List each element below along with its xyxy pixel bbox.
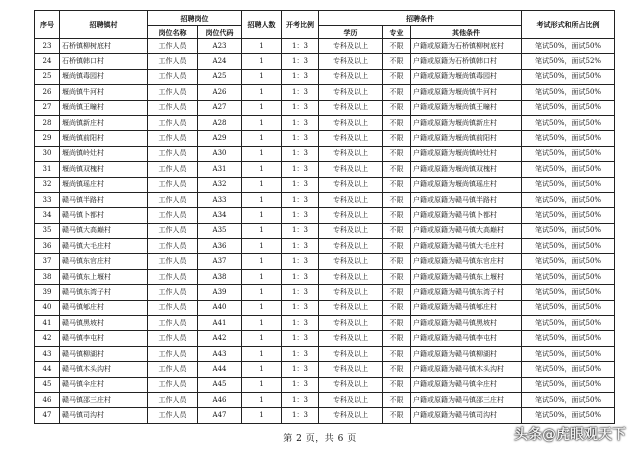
cell-exam: 笔试50%，面试50% xyxy=(522,346,615,361)
table-row xyxy=(35,392,615,407)
cell-exam: 笔试50%，面试50% xyxy=(522,146,615,161)
cell-count: 1 xyxy=(242,69,282,84)
cell-post-code: A40 xyxy=(198,300,242,315)
cell-post-code: A46 xyxy=(198,392,242,407)
cell-major: 不限 xyxy=(383,392,411,407)
cell-count: 1 xyxy=(242,316,282,331)
cell-ratio: 1：3 xyxy=(282,239,319,254)
cell-seq: 45 xyxy=(35,377,60,392)
cell-other: 户籍或原籍为堰尚镇前阳村 xyxy=(411,131,522,146)
cell-post-name: 工作人员 xyxy=(148,346,198,361)
cell-other: 户籍或原籍为堰尚镇双槐村 xyxy=(411,162,522,177)
cell-other: 户籍或原籍为堰尚镇新庄村 xyxy=(411,115,522,130)
cell-post-name: 工作人员 xyxy=(148,131,198,146)
cell-seq: 33 xyxy=(35,192,60,207)
cell-count: 1 xyxy=(242,346,282,361)
cell-major: 不限 xyxy=(383,131,411,146)
cell-education: 专科及以上 xyxy=(319,69,383,84)
cell-post-name: 工作人员 xyxy=(148,254,198,269)
cell-post-name: 工作人员 xyxy=(148,146,198,161)
cell-other: 户籍或原籍为石桥镇柳树底村 xyxy=(411,39,522,54)
table-row xyxy=(35,300,615,315)
cell-post-code: A27 xyxy=(198,100,242,115)
cell-post-name: 工作人员 xyxy=(148,39,198,54)
cell-village: 赣马镇邵三庄村 xyxy=(60,392,148,407)
cell-ratio: 1：3 xyxy=(282,300,319,315)
cell-count: 1 xyxy=(242,192,282,207)
cell-education: 专科及以上 xyxy=(319,115,383,130)
cell-major: 不限 xyxy=(383,69,411,84)
cell-seq: 41 xyxy=(35,316,60,331)
cell-major: 不限 xyxy=(383,316,411,331)
cell-count: 1 xyxy=(242,362,282,377)
cell-post-code: A38 xyxy=(198,269,242,284)
table-body xyxy=(35,39,615,424)
cell-education: 专科及以上 xyxy=(319,362,383,377)
cell-village: 赣马镇郇庄村 xyxy=(60,300,148,315)
cell-seq: 36 xyxy=(35,239,60,254)
cell-post-name: 工作人员 xyxy=(148,162,198,177)
cell-seq: 47 xyxy=(35,408,60,423)
cell-post-code: A31 xyxy=(198,162,242,177)
table-row xyxy=(35,223,615,238)
cell-village: 堰尚镇毒园村 xyxy=(60,69,148,84)
cell-post-name: 工作人员 xyxy=(148,223,198,238)
cell-count: 1 xyxy=(242,115,282,130)
cell-exam: 笔试50%，面试50% xyxy=(522,39,615,54)
table-row xyxy=(35,408,615,423)
cell-exam: 笔试50%，面试50% xyxy=(522,254,615,269)
cell-seq: 24 xyxy=(35,54,60,69)
cell-seq: 31 xyxy=(35,162,60,177)
cell-ratio: 1：3 xyxy=(282,146,319,161)
table-row xyxy=(35,362,615,377)
cell-education: 专科及以上 xyxy=(319,192,383,207)
cell-post-code: A39 xyxy=(198,285,242,300)
cell-count: 1 xyxy=(242,177,282,192)
cell-exam: 笔试50%，面试50% xyxy=(522,239,615,254)
cell-exam: 笔试50%，面试50% xyxy=(522,392,615,407)
cell-seq: 28 xyxy=(35,115,60,130)
cell-village: 堰尚镇前阳村 xyxy=(60,131,148,146)
cell-village: 堰尚镇新庄村 xyxy=(60,115,148,130)
cell-exam: 笔试50%，面试50% xyxy=(522,377,615,392)
cell-education: 专科及以上 xyxy=(319,239,383,254)
cell-ratio: 1：3 xyxy=(282,223,319,238)
cell-ratio: 1：3 xyxy=(282,54,319,69)
cell-count: 1 xyxy=(242,162,282,177)
cell-count: 1 xyxy=(242,146,282,161)
cell-post-code: A33 xyxy=(198,192,242,207)
cell-other: 户籍或原籍为堰尚镇毒园村 xyxy=(411,69,522,84)
cell-village: 赣马镇大高巅村 xyxy=(60,223,148,238)
cell-post-name: 工作人员 xyxy=(148,54,198,69)
table-row xyxy=(35,115,615,130)
cell-village: 赣马镇东上堰村 xyxy=(60,269,148,284)
table-row xyxy=(35,316,615,331)
cell-ratio: 1：3 xyxy=(282,85,319,100)
cell-ratio: 1：3 xyxy=(282,408,319,423)
cell-seq: 39 xyxy=(35,285,60,300)
header-seq: 序号 xyxy=(35,11,60,39)
cell-post-code: A35 xyxy=(198,223,242,238)
cell-seq: 29 xyxy=(35,131,60,146)
cell-seq: 23 xyxy=(35,39,60,54)
cell-village: 石桥镇韩口村 xyxy=(60,54,148,69)
cell-education: 专科及以上 xyxy=(319,177,383,192)
cell-education: 专科及以上 xyxy=(319,131,383,146)
cell-count: 1 xyxy=(242,239,282,254)
cell-education: 专科及以上 xyxy=(319,316,383,331)
cell-ratio: 1：3 xyxy=(282,362,319,377)
cell-other: 户籍或原籍为赣马镇半路村 xyxy=(411,192,522,207)
cell-other: 户籍或原籍为赣马镇木头沟村 xyxy=(411,362,522,377)
cell-count: 1 xyxy=(242,254,282,269)
cell-education: 专科及以上 xyxy=(319,54,383,69)
table-row xyxy=(35,177,615,192)
table-row xyxy=(35,208,615,223)
cell-post-name: 工作人员 xyxy=(148,115,198,130)
cell-count: 1 xyxy=(242,54,282,69)
cell-post-name: 工作人员 xyxy=(148,392,198,407)
cell-village: 赣马镇李屯村 xyxy=(60,331,148,346)
cell-post-code: A32 xyxy=(198,177,242,192)
cell-post-name: 工作人员 xyxy=(148,192,198,207)
cell-seq: 46 xyxy=(35,392,60,407)
cell-exam: 笔试50%，面试50% xyxy=(522,208,615,223)
cell-major: 不限 xyxy=(383,162,411,177)
cell-exam: 笔试50%，面试50% xyxy=(522,162,615,177)
cell-village: 赣马镇伞庄村 xyxy=(60,377,148,392)
cell-education: 专科及以上 xyxy=(319,377,383,392)
header-education: 学历 xyxy=(319,26,383,39)
header-condition-group: 招聘条件 xyxy=(319,11,522,26)
cell-major: 不限 xyxy=(383,39,411,54)
table-row xyxy=(35,39,615,54)
cell-education: 专科及以上 xyxy=(319,331,383,346)
cell-major: 不限 xyxy=(383,223,411,238)
header-row-top xyxy=(35,11,615,26)
cell-seq: 34 xyxy=(35,208,60,223)
cell-other: 户籍或原籍为赣马镇大毛庄村 xyxy=(411,239,522,254)
cell-village: 赣马镇东官庄村 xyxy=(60,254,148,269)
table-row xyxy=(35,239,615,254)
cell-education: 专科及以上 xyxy=(319,254,383,269)
cell-count: 1 xyxy=(242,223,282,238)
header-exam: 考试形式和所占比例 xyxy=(522,11,615,39)
table-row xyxy=(35,162,615,177)
cell-post-name: 工作人员 xyxy=(148,377,198,392)
cell-ratio: 1：3 xyxy=(282,192,319,207)
cell-exam: 笔试50%，面试50% xyxy=(522,177,615,192)
cell-major: 不限 xyxy=(383,269,411,284)
cell-seq: 38 xyxy=(35,269,60,284)
cell-village: 赣马镇柳湖村 xyxy=(60,346,148,361)
cell-ratio: 1：3 xyxy=(282,177,319,192)
table-row xyxy=(35,131,615,146)
cell-seq: 44 xyxy=(35,362,60,377)
cell-exam: 笔试50%，面试50% xyxy=(522,100,615,115)
cell-post-code: A25 xyxy=(198,69,242,84)
cell-exam: 笔试50%，面试50% xyxy=(522,408,615,423)
cell-village: 堰尚镇王疃村 xyxy=(60,100,148,115)
cell-post-name: 工作人员 xyxy=(148,85,198,100)
table-row xyxy=(35,54,615,69)
cell-major: 不限 xyxy=(383,346,411,361)
cell-ratio: 1：3 xyxy=(282,162,319,177)
cell-other: 户籍或原籍为堰尚镇牛河村 xyxy=(411,85,522,100)
cell-ratio: 1：3 xyxy=(282,208,319,223)
cell-village: 堰尚镇双槐村 xyxy=(60,162,148,177)
recruitment-table xyxy=(34,10,615,424)
cell-post-code: A44 xyxy=(198,362,242,377)
cell-post-code: A34 xyxy=(198,208,242,223)
cell-village: 赣马镇大毛庄村 xyxy=(60,239,148,254)
cell-village: 赣马镇黑坡村 xyxy=(60,316,148,331)
cell-village: 堰尚镇岭灶村 xyxy=(60,146,148,161)
cell-major: 不限 xyxy=(383,254,411,269)
cell-major: 不限 xyxy=(383,208,411,223)
cell-count: 1 xyxy=(242,208,282,223)
cell-major: 不限 xyxy=(383,115,411,130)
cell-ratio: 1：3 xyxy=(282,254,319,269)
table-row xyxy=(35,285,615,300)
cell-seq: 26 xyxy=(35,85,60,100)
cell-ratio: 1：3 xyxy=(282,69,319,84)
cell-seq: 30 xyxy=(35,146,60,161)
page-footer: 第 2 页，共 6 页 xyxy=(283,434,357,444)
cell-education: 专科及以上 xyxy=(319,285,383,300)
cell-exam: 笔试50%，面试50% xyxy=(522,192,615,207)
cell-other: 户籍或原籍为赣马镇卜都村 xyxy=(411,208,522,223)
cell-village: 赣马镇司沟村 xyxy=(60,408,148,423)
cell-education: 专科及以上 xyxy=(319,392,383,407)
table-row xyxy=(35,377,615,392)
cell-post-name: 工作人员 xyxy=(148,331,198,346)
cell-ratio: 1：3 xyxy=(282,131,319,146)
cell-count: 1 xyxy=(242,269,282,284)
cell-count: 1 xyxy=(242,392,282,407)
cell-other: 户籍或原籍为赣马镇司沟村 xyxy=(411,408,522,423)
cell-major: 不限 xyxy=(383,85,411,100)
cell-major: 不限 xyxy=(383,331,411,346)
cell-count: 1 xyxy=(242,331,282,346)
cell-count: 1 xyxy=(242,408,282,423)
cell-seq: 37 xyxy=(35,254,60,269)
cell-other: 户籍或原籍为堰尚镇王疃村 xyxy=(411,100,522,115)
cell-ratio: 1：3 xyxy=(282,285,319,300)
cell-exam: 笔试50%，面试50% xyxy=(522,331,615,346)
cell-post-code: A41 xyxy=(198,316,242,331)
cell-other: 户籍或原籍为堰尚镇岭灶村 xyxy=(411,146,522,161)
cell-post-code: A26 xyxy=(198,85,242,100)
cell-exam: 笔试50%，面试50% xyxy=(522,285,615,300)
cell-post-code: A47 xyxy=(198,408,242,423)
cell-post-name: 工作人员 xyxy=(148,300,198,315)
cell-post-code: A29 xyxy=(198,131,242,146)
cell-post-name: 工作人员 xyxy=(148,269,198,284)
cell-exam: 笔试50%，面试50% xyxy=(522,316,615,331)
cell-education: 专科及以上 xyxy=(319,300,383,315)
cell-other: 户籍或原籍为赣马镇郇庄村 xyxy=(411,300,522,315)
header-count: 招聘人数 xyxy=(242,11,282,39)
cell-seq: 43 xyxy=(35,346,60,361)
cell-education: 专科及以上 xyxy=(319,346,383,361)
header-ratio: 开考比例 xyxy=(282,11,319,39)
table-row xyxy=(35,346,615,361)
cell-seq: 40 xyxy=(35,300,60,315)
cell-ratio: 1：3 xyxy=(282,346,319,361)
cell-other: 户籍或原籍为赣马镇大高巅村 xyxy=(411,223,522,238)
cell-village: 赣马镇东湾子村 xyxy=(60,285,148,300)
cell-ratio: 1：3 xyxy=(282,331,319,346)
cell-major: 不限 xyxy=(383,54,411,69)
cell-village: 堰尚镇瑶庄村 xyxy=(60,177,148,192)
cell-major: 不限 xyxy=(383,239,411,254)
cell-seq: 35 xyxy=(35,223,60,238)
cell-ratio: 1：3 xyxy=(282,269,319,284)
cell-other: 户籍或原籍为赣马镇东官庄村 xyxy=(411,254,522,269)
table-row xyxy=(35,254,615,269)
cell-exam: 笔试50%，面试50% xyxy=(522,362,615,377)
cell-post-name: 工作人员 xyxy=(148,69,198,84)
cell-village: 石桥镇柳树底村 xyxy=(60,39,148,54)
cell-post-code: A23 xyxy=(198,39,242,54)
watermark: 头条@虎眼观天下 xyxy=(514,427,626,443)
cell-post-name: 工作人员 xyxy=(148,177,198,192)
cell-count: 1 xyxy=(242,85,282,100)
cell-post-code: A45 xyxy=(198,377,242,392)
header-post-name: 岗位名称 xyxy=(148,26,198,39)
cell-major: 不限 xyxy=(383,285,411,300)
cell-major: 不限 xyxy=(383,408,411,423)
cell-ratio: 1：3 xyxy=(282,39,319,54)
cell-major: 不限 xyxy=(383,146,411,161)
cell-ratio: 1：3 xyxy=(282,316,319,331)
cell-post-name: 工作人员 xyxy=(148,239,198,254)
cell-village: 赣马镇半路村 xyxy=(60,192,148,207)
cell-seq: 42 xyxy=(35,331,60,346)
cell-major: 不限 xyxy=(383,362,411,377)
cell-post-name: 工作人员 xyxy=(148,362,198,377)
cell-education: 专科及以上 xyxy=(319,162,383,177)
cell-post-code: A30 xyxy=(198,146,242,161)
cell-count: 1 xyxy=(242,377,282,392)
cell-seq: 27 xyxy=(35,100,60,115)
header-post-group: 招聘岗位 xyxy=(148,11,242,26)
table-row xyxy=(35,100,615,115)
cell-other: 户籍或原籍为堰尚镇瑶庄村 xyxy=(411,177,522,192)
cell-other: 户籍或原籍为赣马镇东上堰村 xyxy=(411,269,522,284)
cell-other: 户籍或原籍为赣马镇邵三庄村 xyxy=(411,392,522,407)
header-major: 专业 xyxy=(383,26,411,39)
cell-other: 户籍或原籍为赣马镇黑坡村 xyxy=(411,316,522,331)
cell-exam: 笔试50%，面试50% xyxy=(522,85,615,100)
cell-education: 专科及以上 xyxy=(319,39,383,54)
cell-seq: 25 xyxy=(35,69,60,84)
cell-count: 1 xyxy=(242,100,282,115)
cell-post-name: 工作人员 xyxy=(148,316,198,331)
cell-major: 不限 xyxy=(383,192,411,207)
cell-other: 户籍或原籍为赣马镇伞庄村 xyxy=(411,377,522,392)
cell-ratio: 1：3 xyxy=(282,377,319,392)
cell-ratio: 1：3 xyxy=(282,392,319,407)
table-row xyxy=(35,146,615,161)
cell-exam: 笔试50%，面试52% xyxy=(522,54,615,69)
cell-post-code: A43 xyxy=(198,346,242,361)
cell-seq: 32 xyxy=(35,177,60,192)
cell-count: 1 xyxy=(242,285,282,300)
header-village: 招聘镇村 xyxy=(60,11,148,39)
cell-count: 1 xyxy=(242,300,282,315)
cell-exam: 笔试50%，面试50% xyxy=(522,69,615,84)
table-row xyxy=(35,85,615,100)
cell-ratio: 1：3 xyxy=(282,115,319,130)
cell-post-name: 工作人员 xyxy=(148,208,198,223)
cell-other: 户籍或原籍为石桥镇韩口村 xyxy=(411,54,522,69)
cell-exam: 笔试50%，面试50% xyxy=(522,131,615,146)
cell-education: 专科及以上 xyxy=(319,223,383,238)
table-row xyxy=(35,69,615,84)
cell-post-code: A37 xyxy=(198,254,242,269)
header-other: 其他条件 xyxy=(411,26,522,39)
table-row xyxy=(35,331,615,346)
cell-village: 赣马镇木头沟村 xyxy=(60,362,148,377)
cell-count: 1 xyxy=(242,131,282,146)
cell-education: 专科及以上 xyxy=(319,100,383,115)
cell-post-code: A28 xyxy=(198,115,242,130)
table-row xyxy=(35,269,615,284)
cell-count: 1 xyxy=(242,39,282,54)
cell-post-code: A24 xyxy=(198,54,242,69)
cell-education: 专科及以上 xyxy=(319,85,383,100)
cell-post-code: A42 xyxy=(198,331,242,346)
cell-post-name: 工作人员 xyxy=(148,408,198,423)
cell-post-name: 工作人员 xyxy=(148,285,198,300)
cell-exam: 笔试50%，面试50% xyxy=(522,300,615,315)
cell-post-name: 工作人员 xyxy=(148,100,198,115)
cell-education: 专科及以上 xyxy=(319,269,383,284)
cell-post-code: A36 xyxy=(198,239,242,254)
cell-major: 不限 xyxy=(383,177,411,192)
cell-exam: 笔试50%，面试50% xyxy=(522,223,615,238)
cell-other: 户籍或原籍为赣马镇柳湖村 xyxy=(411,346,522,361)
cell-exam: 笔试50%，面试50% xyxy=(522,269,615,284)
cell-major: 不限 xyxy=(383,300,411,315)
cell-major: 不限 xyxy=(383,377,411,392)
cell-education: 专科及以上 xyxy=(319,408,383,423)
cell-village: 赣马镇卜都村 xyxy=(60,208,148,223)
header-post-code: 岗位代码 xyxy=(198,26,242,39)
cell-major: 不限 xyxy=(383,100,411,115)
cell-education: 专科及以上 xyxy=(319,146,383,161)
table-row xyxy=(35,192,615,207)
cell-education: 专科及以上 xyxy=(319,208,383,223)
cell-village: 堰尚镇牛河村 xyxy=(60,85,148,100)
cell-other: 户籍或原籍为赣马镇东湾子村 xyxy=(411,285,522,300)
cell-other: 户籍或原籍为赣马镇李屯村 xyxy=(411,331,522,346)
cell-exam: 笔试50%，面试50% xyxy=(522,115,615,130)
cell-ratio: 1：3 xyxy=(282,100,319,115)
